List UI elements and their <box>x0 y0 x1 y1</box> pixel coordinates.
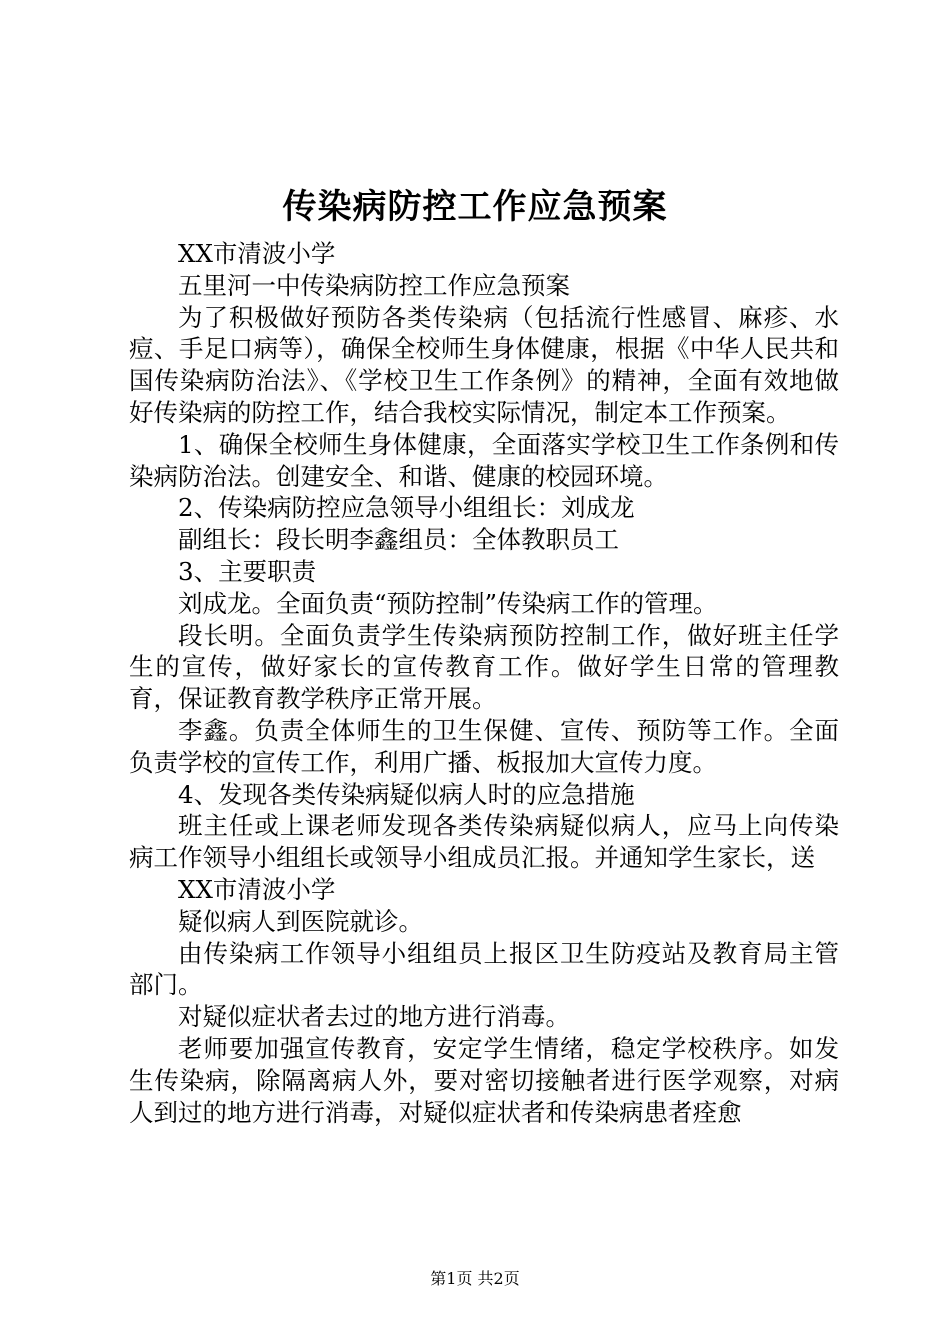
paragraph-duty-liu: 刘成龙。全面负责“预防控制”传染病工作的管理。 <box>178 588 718 618</box>
page-footer: 第1页 共2页 <box>430 1269 520 1288</box>
paragraph-item-2: 2、传染病防控应急领导小组组长：刘成龙 <box>178 493 635 523</box>
paragraph-report: 班主任或上课老师发现各类传染病疑似病人，应马上向传染病工作领导小组组长或领导小组成员汇报。并通知学生家长，送 <box>129 811 839 873</box>
paragraph-report-authority: 由传染病工作领导小组组员上报区卫生防疫站及教育局主管部门。 <box>129 938 839 1000</box>
paragraph-disinfect: 对疑似症状者去过的地方进行消毒。 <box>178 1002 570 1032</box>
paragraph-plan-heading: 五里河一中传染病防控工作应急预案 <box>178 270 570 300</box>
document-body <box>129 238 839 1128</box>
paragraph-deputy: 副组长：段长明李鑫组员：全体教职员工 <box>178 525 619 555</box>
paragraph-item-1: 1、确保全校师生身体健康，全面落实学校卫生工作条例和传染病防治法。创建安全、和谐、健康的校园环境。 <box>129 429 839 491</box>
paragraph-education: 老师要加强宣传教育，安定学生情绪，稳定学校秩序。如发生传染病，除隔离病人外，要对密切接触者进行医学观察，对病人到过的地方进行消毒，对疑似症状者和传染病患者痊愈 <box>129 1033 839 1127</box>
document-title: 传染病防控工作应急预案 <box>282 187 668 227</box>
paragraph-duty-duan: 段长明。全面负责学生传染病预防控制工作，做好班主任学生的宣传，做好家长的宣传教育工作。做好学生日常的管理教育，保证教育教学秩序正常开展。 <box>129 620 839 714</box>
paragraph-intro: 为了积极做好预防各类传染病（包括流行性感冒、麻疹、水痘、手足口病等），确保全校师生身体健康，根据《中华人民共和国传染病防治法》、《学校卫生工作条例》的精神，全面有效地做好传染病的防控工作，结合我校实际情况，制定本工作预案。 <box>129 302 839 427</box>
paragraph-school-name-2: XX市清波小学 <box>178 874 336 904</box>
paragraph-hospital: 疑似病人到医院就诊。 <box>178 906 423 936</box>
paragraph-item-3: 3、主要职责 <box>178 556 317 586</box>
paragraph-item-4: 4、发现各类传染病疑似病人时的应急措施 <box>178 779 635 809</box>
paragraph-duty-li: 李鑫。负责全体师生的卫生保健、宣传、预防等工作。全面负责学校的宣传工作，利用广播、板报加大宣传力度。 <box>129 715 839 777</box>
paragraph-school-name: XX市清波小学 <box>178 239 336 268</box>
